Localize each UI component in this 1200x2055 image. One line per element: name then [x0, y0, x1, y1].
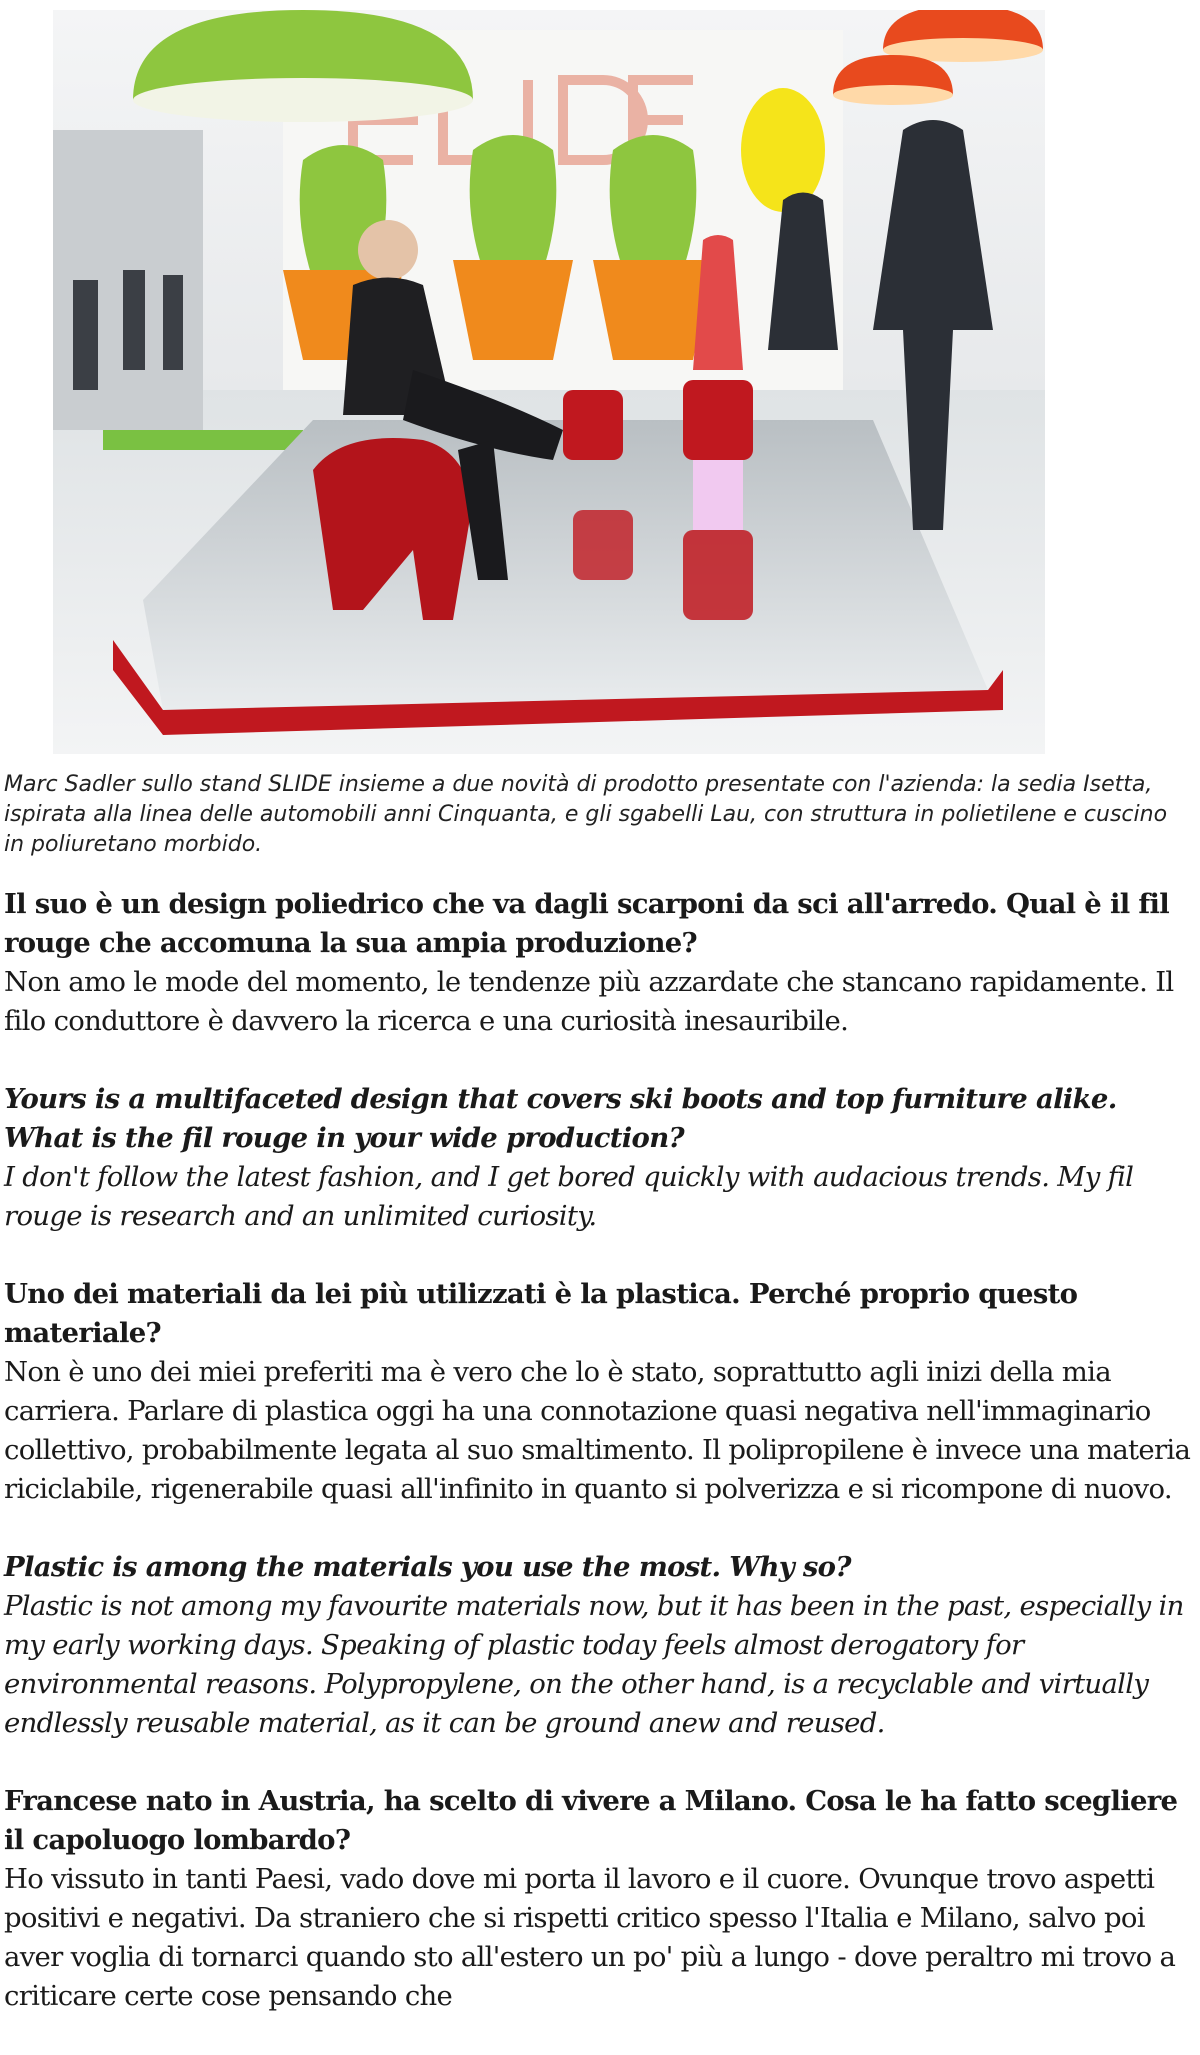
qa-block-1 [4, 885, 1196, 1041]
qa-block-5 [4, 1782, 1196, 2016]
interview-answer: Ho vissuto in tanti Paesi, vado dove mi porta il lavoro e il cuore. Ovunque trovo aspetti positivi e negativi. Da straniero che si rispetti critico spesso l'Italia e Milano, salvo poi aver voglia di tornarci quando sto all'estero un po' più a lungo - dove peraltro mi trovo a criticare certe cose pensando che [4, 1863, 1176, 2012]
interview-answer: Plastic is not among my favourite materials now, but it has been in the past, especially in my early working days. Speaking of plastic today feels almost derogatory for environmental reasons. Polypropylene, on the other hand, is a recyclable and virtually endlessly reusable material, as it can be ground anew and reused. [4, 1590, 1184, 1739]
interview-question: Yours is a multifaceted design that covers ski boots and top furniture alike. What is the fil rouge in your wide production? [4, 1083, 1117, 1154]
qa-block-3 [4, 1275, 1196, 1509]
interview-question: Francese nato in Austria, ha scelto di vivere a Milano. Cosa le ha fatto scegliere il capoluogo lombardo? [4, 1785, 1178, 1856]
photo-caption: Marc Sadler sullo stand SLIDE insieme a due novità di prodotto presentate con l'azienda: la sedia Isetta, ispirata alla linea delle automobili anni Cinquanta, e gli sgabelli Lau, con struttura in polietilene e cuscino in poliuretano morbido. [4, 772, 1168, 857]
photo-illustration [53, 10, 1045, 754]
interview-answer: Non amo le mode del momento, le tendenze più azzardate che stancano rapidamente. Il filo conduttore è davvero la ricerca e una curiosità inesauribile. [4, 966, 1174, 1037]
interview-answer: I don't follow the latest fashion, and I get bored quickly with audacious trends. My fil rouge is research and an unlimited curiosity. [4, 1161, 1134, 1232]
qa-block-2 [4, 1080, 1196, 1236]
interview-question: Il suo è un design poliedrico che va dagli scarponi da sci all'arredo. Qual è il fil rouge che accomuna la sua ampia produzione? [4, 888, 1169, 959]
qa-block-4 [4, 1548, 1196, 1743]
interview-article [4, 885, 1196, 2055]
interview-question: Plastic is among the materials you use the most. Why so? [4, 1551, 851, 1583]
interview-question: Uno dei materiali da lei più utilizzati è la plastica. Perché proprio questo materiale? [4, 1278, 1078, 1349]
interview-answer: Non è uno dei miei preferiti ma è vero che lo è stato, soprattutto agli inizi della mia carriera. Parlare di plastica oggi ha una connotazione quasi negativa nell'immaginario collettivo, probabilmente legata al suo smaltimento. Il polipropilene è invece una materia riciclabile, rigenerabile quasi all'infinito in quanto si polverizza e si ricompone di nuovo. [4, 1356, 1191, 1505]
article-photo [53, 10, 1045, 754]
